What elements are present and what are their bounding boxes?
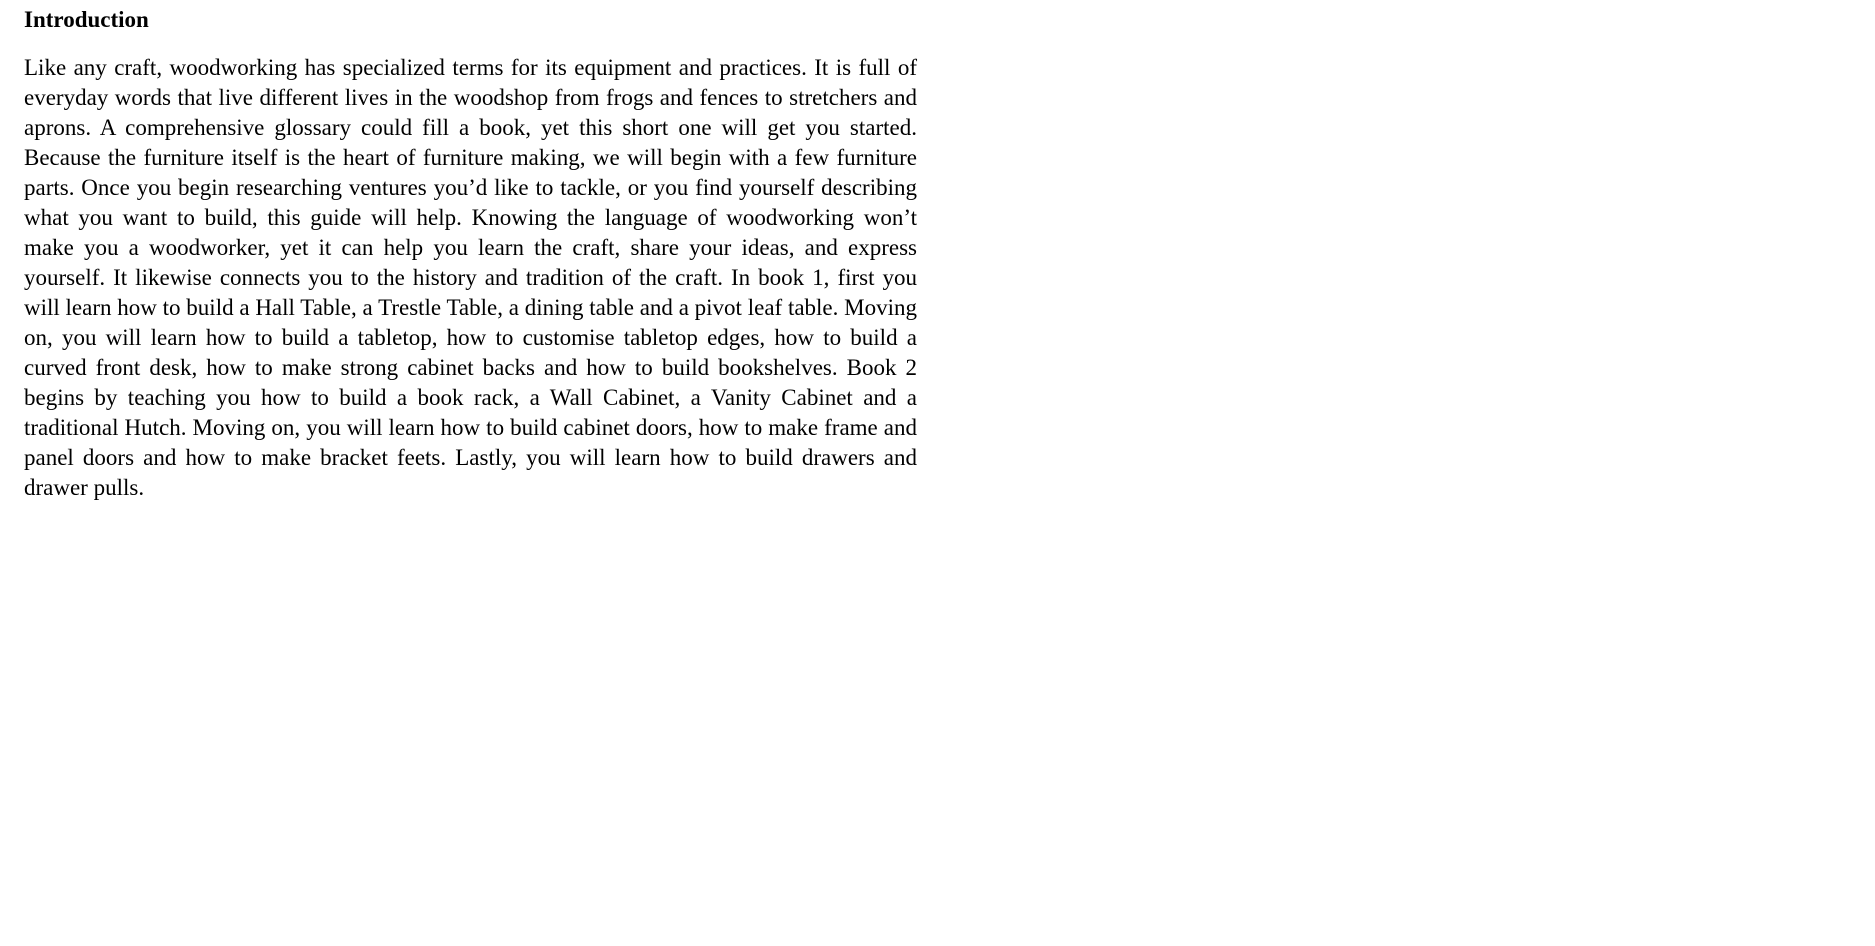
intro-paragraph: Like any craft, woodworking has specialized terms for its equipment and practices. It is full of everyday words that live different lives in the woodshop from frogs and fences to stretchers and aprons. A comprehensive glossary could fill a book, yet this short one will get you started. Because the furniture itself is the heart of furniture making, we will begin with a few furniture parts. Once you begin researching ventures you’d like to tackle, or you find yourself describing what you want to build, this guide will help. Knowing the language of woodworking won’t make you a woodworker, yet it can help you learn the craft, share your ideas, and express yourself. It likewise connects you to the history and tradition of the craft. In book 1, first you will learn how to build a Hall Table, a Trestle Table, a dining table and a pivot leaf table. Moving on, you will learn how to build a tabletop, how to customise tabletop edges, how to build a curved front desk, how to make strong cabinet backs and how to build bookshelves. Book 2 begins by teaching you how to build a book rack, a Wall Cabinet, a Vanity Cabinet and a traditional Hutch. Moving on, you will learn how to build cabinet doors, how to make frame and panel doors and how to make bracket feets. Lastly, you will learn how to build drawers and drawer pulls. [24, 55, 917, 500]
section-heading: Introduction [24, 7, 149, 32]
document-content [24, 6, 917, 503]
